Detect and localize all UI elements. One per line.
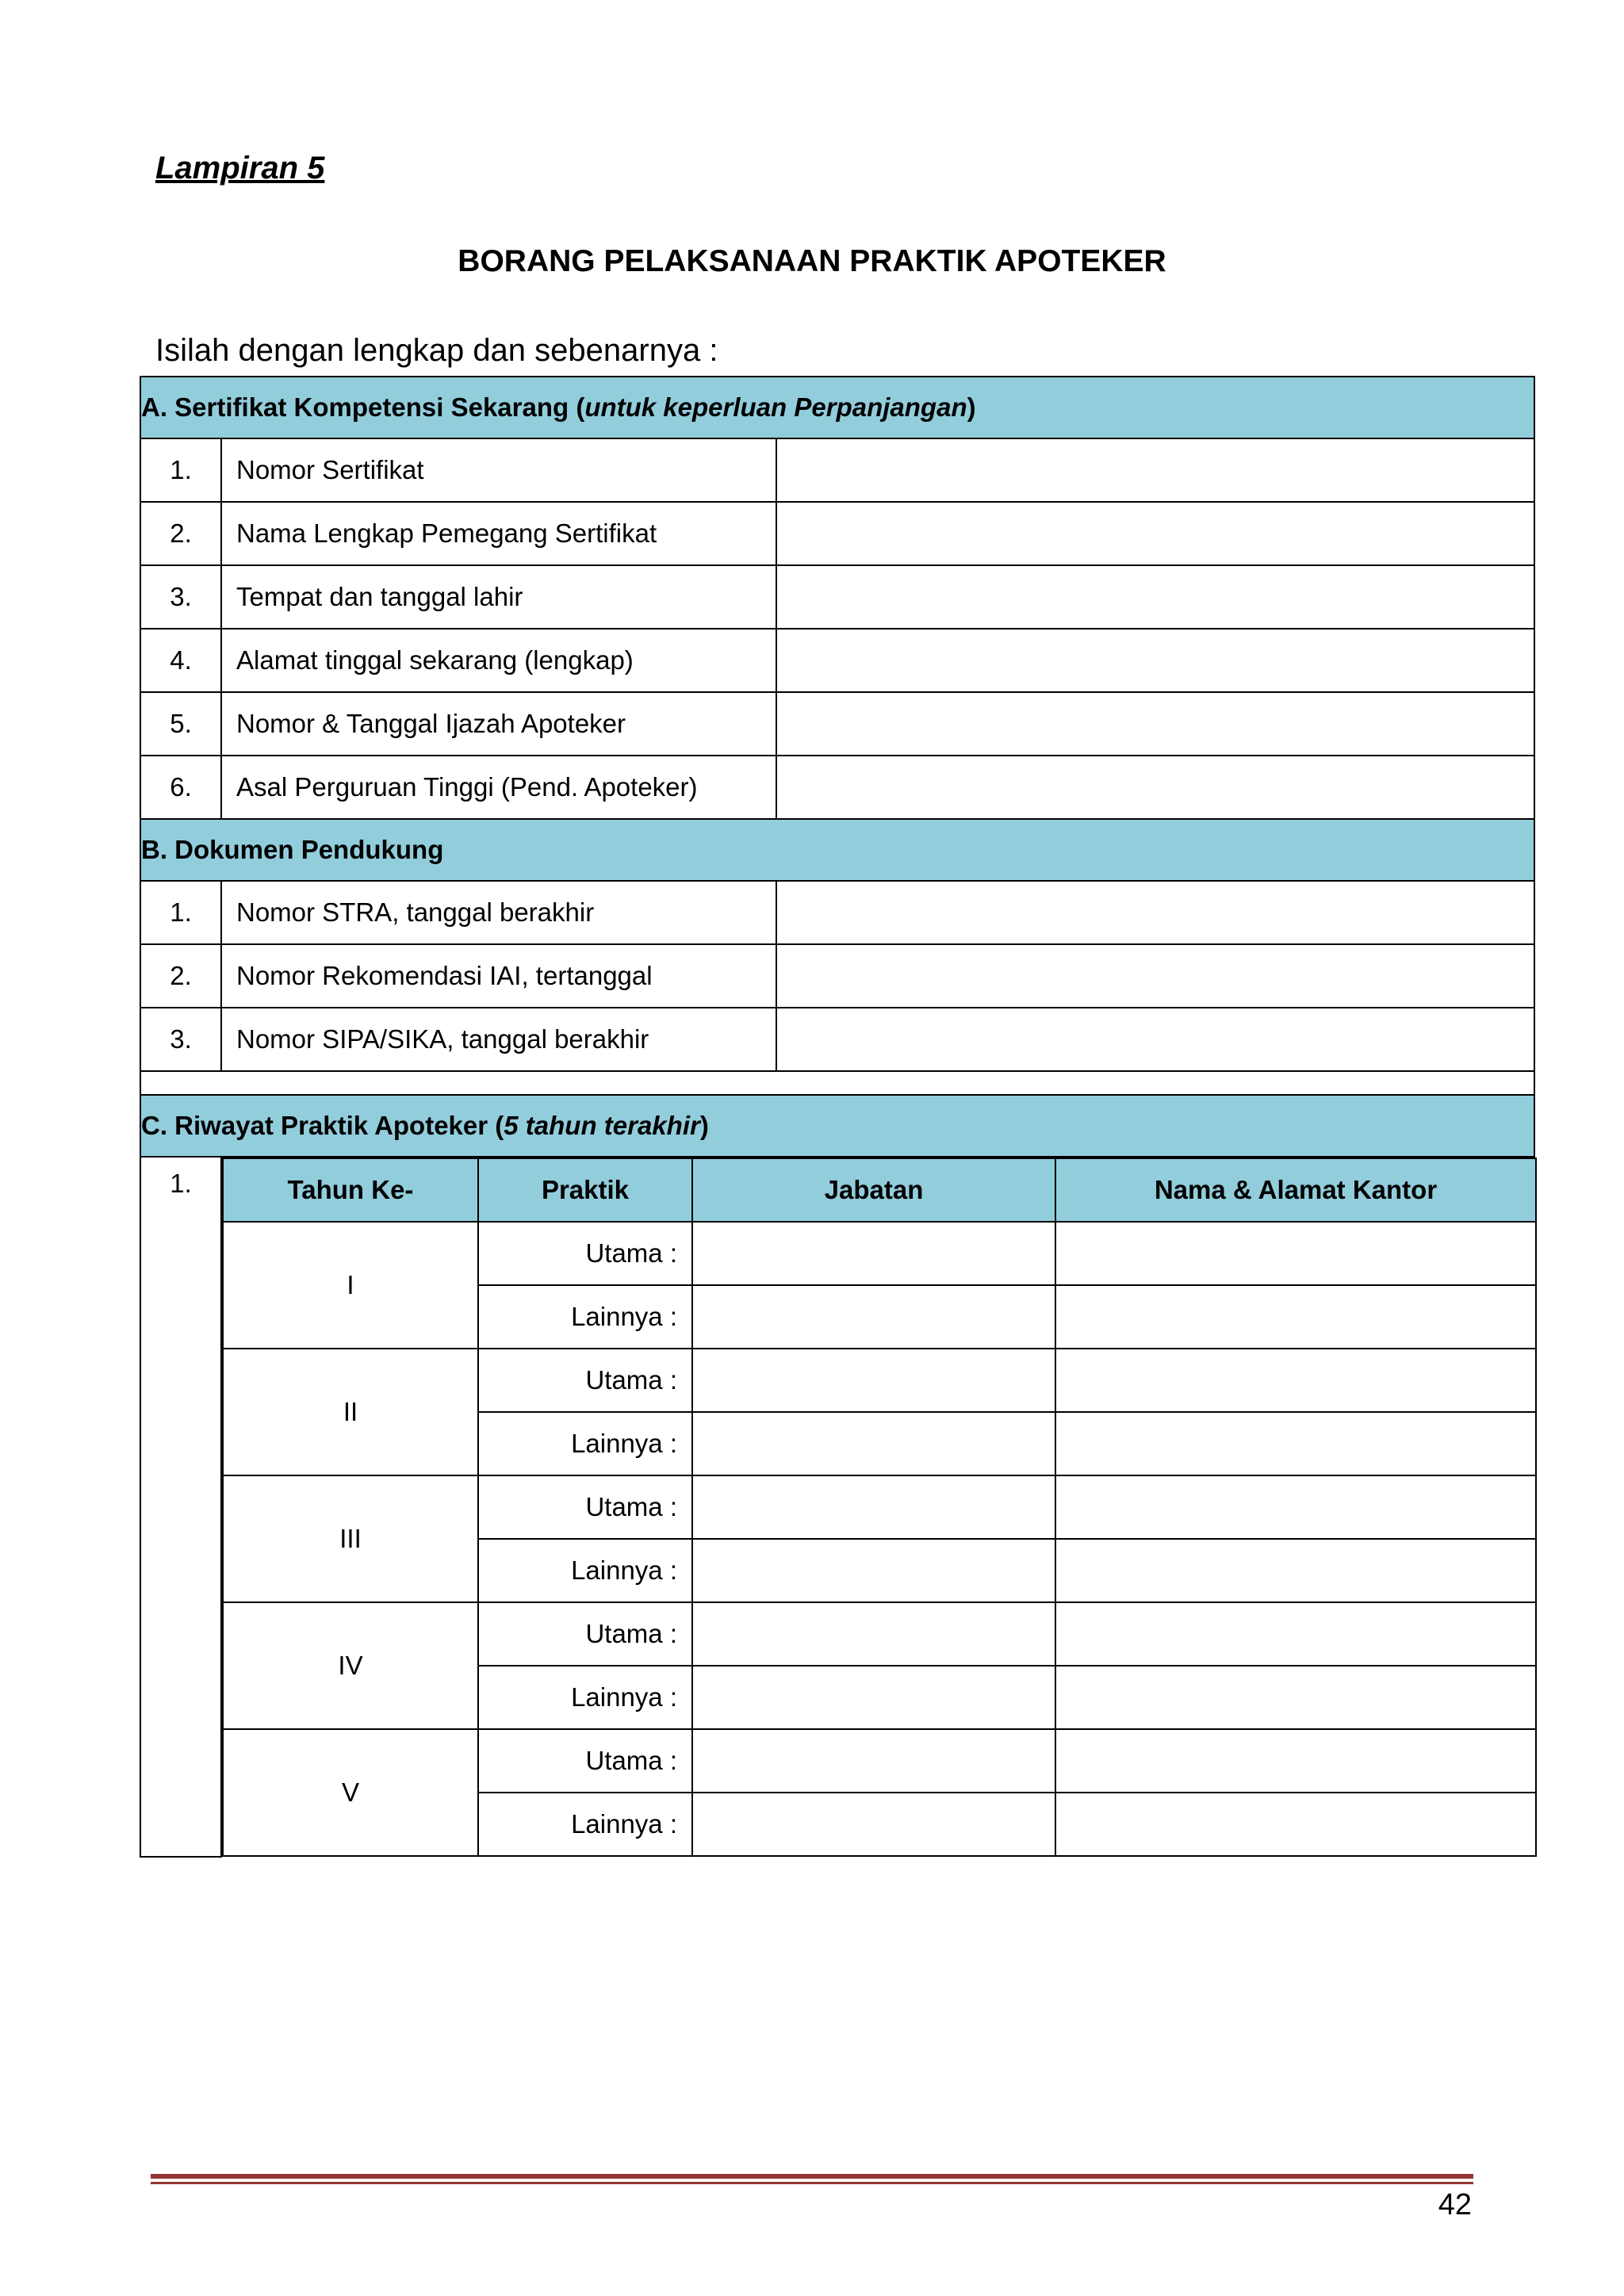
field-label: Alamat tinggal sekarang (lengkap) — [221, 629, 776, 692]
history-header-row — [223, 1158, 1536, 1222]
position-field[interactable] — [692, 1793, 1055, 1856]
row-number: 4. — [140, 629, 221, 692]
office-field[interactable] — [1055, 1349, 1536, 1412]
section-c-header — [140, 1095, 1534, 1157]
office-field[interactable] — [1055, 1412, 1536, 1475]
row-number: 1. — [140, 438, 221, 502]
history-row — [223, 1349, 1536, 1412]
history-row — [223, 1222, 1536, 1285]
row-number: 2. — [140, 944, 221, 1008]
other-practice-label: Lainnya : — [478, 1412, 692, 1475]
office-field[interactable] — [1055, 1602, 1536, 1666]
practice-history-wrapper — [221, 1157, 1534, 1857]
office-field[interactable] — [1055, 1285, 1536, 1349]
sipa-sika-field[interactable] — [776, 1008, 1534, 1071]
position-field[interactable] — [692, 1412, 1055, 1475]
office-field[interactable] — [1055, 1666, 1536, 1729]
stra-field[interactable] — [776, 881, 1534, 944]
spacer-cell — [140, 1071, 1534, 1095]
office-field[interactable] — [1055, 1729, 1536, 1793]
primary-practice-label: Utama : — [478, 1475, 692, 1539]
form-instruction: Isilah dengan lengkap dan sebenarnya : — [155, 333, 718, 368]
section-b-row — [140, 1008, 1534, 1071]
position-field[interactable] — [692, 1539, 1055, 1602]
row-number: 5. — [140, 692, 221, 756]
section-c-body — [140, 1157, 1534, 1857]
practice-column-header: Praktik — [478, 1158, 692, 1222]
section-a-row — [140, 502, 1534, 565]
address-field[interactable] — [776, 629, 1534, 692]
section-a-row — [140, 629, 1534, 692]
footer-rule — [151, 2174, 1473, 2179]
history-row — [223, 1729, 1536, 1793]
primary-practice-label: Utama : — [478, 1349, 692, 1412]
position-field[interactable] — [692, 1349, 1055, 1412]
year-label: IV — [223, 1602, 478, 1729]
certificate-number-field[interactable] — [776, 438, 1534, 502]
row-number: 1. — [140, 1157, 221, 1857]
year-column-header: Tahun Ke- — [223, 1158, 478, 1222]
history-row — [223, 1602, 1536, 1666]
field-label: Nomor Rekomendasi IAI, tertanggal — [221, 944, 776, 1008]
university-field[interactable] — [776, 756, 1534, 819]
field-label: Nomor SIPA/SIKA, tanggal berakhir — [221, 1008, 776, 1071]
position-field[interactable] — [692, 1666, 1055, 1729]
spacer-row — [140, 1071, 1534, 1095]
office-column-header: Nama & Alamat Kantor — [1055, 1158, 1536, 1222]
position-field[interactable] — [692, 1222, 1055, 1285]
practice-form-table — [140, 376, 1535, 1858]
section-a-row — [140, 756, 1534, 819]
other-practice-label: Lainnya : — [478, 1539, 692, 1602]
form-title: BORANG PELAKSANAAN PRAKTIK APOTEKER — [458, 244, 1166, 278]
row-number: 3. — [140, 565, 221, 629]
office-field[interactable] — [1055, 1793, 1536, 1856]
office-field[interactable] — [1055, 1539, 1536, 1602]
history-row — [223, 1475, 1536, 1539]
row-number: 1. — [140, 881, 221, 944]
section-c-title: C. Riwayat Praktik Apoteker (5 tahun terakhir) — [140, 1095, 1534, 1157]
field-label: Nomor Sertifikat — [221, 438, 776, 502]
year-label: I — [223, 1222, 478, 1349]
field-label: Tempat dan tanggal lahir — [221, 565, 776, 629]
attachment-label: Lampiran 5 — [155, 151, 325, 186]
other-practice-label: Lainnya : — [478, 1666, 692, 1729]
field-label: Asal Perguruan Tinggi (Pend. Apoteker) — [221, 756, 776, 819]
position-field[interactable] — [692, 1475, 1055, 1539]
position-field[interactable] — [692, 1729, 1055, 1793]
row-number: 2. — [140, 502, 221, 565]
section-b-row — [140, 944, 1534, 1008]
section-b-header — [140, 819, 1534, 881]
iai-recommendation-field[interactable] — [776, 944, 1534, 1008]
field-label: Nama Lengkap Pemegang Sertifikat — [221, 502, 776, 565]
position-field[interactable] — [692, 1285, 1055, 1349]
primary-practice-label: Utama : — [478, 1602, 692, 1666]
primary-practice-label: Utama : — [478, 1729, 692, 1793]
office-field[interactable] — [1055, 1222, 1536, 1285]
section-a-header — [140, 377, 1534, 438]
row-number: 6. — [140, 756, 221, 819]
birth-place-date-field[interactable] — [776, 565, 1534, 629]
year-label: II — [223, 1349, 478, 1475]
holder-name-field[interactable] — [776, 502, 1534, 565]
field-label: Nomor & Tanggal Ijazah Apoteker — [221, 692, 776, 756]
practice-history-table — [222, 1158, 1537, 1857]
section-b-title: B. Dokumen Pendukung — [140, 819, 1534, 881]
page-number: 42 — [1438, 2188, 1472, 2221]
footer-rule-thin — [151, 2182, 1473, 2184]
other-practice-label: Lainnya : — [478, 1793, 692, 1856]
section-a-row — [140, 438, 1534, 502]
section-a-row — [140, 565, 1534, 629]
section-a-row — [140, 692, 1534, 756]
diploma-field[interactable] — [776, 692, 1534, 756]
field-label: Nomor STRA, tanggal berakhir — [221, 881, 776, 944]
section-a-title: A. Sertifikat Kompetensi Sekarang (untuk keperluan Perpanjangan) — [140, 377, 1534, 438]
year-label: III — [223, 1475, 478, 1602]
position-field[interactable] — [692, 1602, 1055, 1666]
section-b-row — [140, 881, 1534, 944]
position-column-header: Jabatan — [692, 1158, 1055, 1222]
other-practice-label: Lainnya : — [478, 1285, 692, 1349]
office-field[interactable] — [1055, 1475, 1536, 1539]
primary-practice-label: Utama : — [478, 1222, 692, 1285]
row-number: 3. — [140, 1008, 221, 1071]
year-label: V — [223, 1729, 478, 1856]
